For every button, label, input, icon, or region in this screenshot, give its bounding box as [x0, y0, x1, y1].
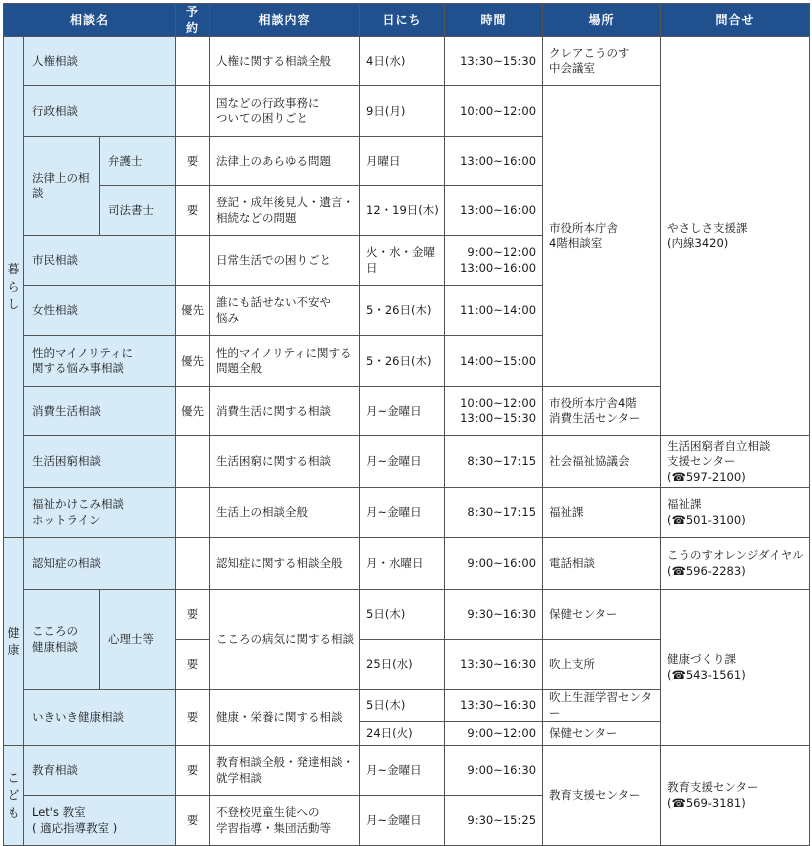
content-cell: こころの病気に関する相談 [210, 590, 360, 690]
content-line: 国などの行政事務に [216, 95, 320, 110]
date-cell: 月曜日 [360, 137, 445, 186]
contact-cell [661, 746, 810, 846]
place-cell: 保健センター [543, 722, 661, 746]
reservation-cell: 優先 [176, 286, 210, 336]
contact-cell [661, 590, 810, 746]
date-cell: 12・19日(木) [360, 186, 445, 236]
time-cell: 13:30~16:30 [445, 690, 543, 722]
name-line: 福祉かけこみ相談 [32, 497, 124, 512]
content-line: ついての困りごと [216, 111, 309, 126]
date-cell: 5日(木) [360, 690, 445, 722]
date-cell: 月~金曜日 [360, 488, 445, 538]
content-line: 教育相談全般・発達相談・ [216, 755, 355, 770]
table-row [4, 746, 810, 796]
contact-line: 教育支援センター [667, 780, 759, 795]
contact-line: やさしさ支援課 [667, 220, 748, 235]
content-line: 登記・成年後見人・遺言・ [216, 195, 355, 210]
time-cell: 13:30~16:30 [445, 640, 543, 690]
reservation-cell [176, 86, 210, 137]
consultation-name [24, 488, 176, 538]
table-row [4, 488, 810, 538]
reservation-cell: 優先 [176, 336, 210, 387]
header-contact: 問合せ [661, 4, 810, 37]
consultation-schedule-table [3, 3, 810, 846]
reservation-cell [176, 538, 210, 590]
date-cell: 9日(月) [360, 86, 445, 137]
reservation-cell [176, 436, 210, 488]
time-cell: 13:00~16:00 [445, 186, 543, 236]
content-cell [210, 796, 360, 846]
reservation-cell: 要 [176, 186, 210, 236]
place-cell: 電話相談 [543, 538, 661, 590]
time-cell: 9:00~16:30 [445, 746, 543, 796]
time-line: 13:00~16:00 [460, 260, 537, 275]
contact-line: (☎543-1561) [667, 667, 746, 682]
content-cell [210, 746, 360, 796]
date-cell: 25日(水) [360, 640, 445, 690]
contact-cell [661, 37, 810, 436]
date-cell: 月~金曜日 [360, 387, 445, 436]
content-line: 問題全般 [216, 361, 263, 376]
consultation-name: 生活困窮相談 [24, 436, 176, 488]
content-line: 相続などの問題 [216, 210, 297, 225]
consultation-name: 女性相談 [24, 286, 176, 336]
header-content: 相談内容 [210, 4, 360, 37]
consultation-name: 行政相談 [24, 86, 176, 137]
time-cell [445, 387, 543, 436]
content-line: 不登校児童生徒への [216, 805, 320, 820]
consultation-subname: 弁護士 [100, 137, 176, 186]
time-cell: 11:00~14:00 [445, 286, 543, 336]
content-cell [210, 186, 360, 236]
consultation-name [24, 336, 176, 387]
contact-line: (☎597-2100) [667, 469, 746, 484]
reservation-cell [176, 37, 210, 86]
place-cell [543, 37, 661, 86]
time-cell: 8:30~17:15 [445, 488, 543, 538]
consultation-name: 教育相談 [24, 746, 176, 796]
content-cell: 認知症に関する相談全般 [210, 538, 360, 590]
reservation-cell: 要 [176, 746, 210, 796]
time-cell: 9:00~12:00 [445, 722, 543, 746]
date-cell: 4日(水) [360, 37, 445, 86]
reservation-cell: 要 [176, 796, 210, 846]
consultation-name: いきいき健康相談 [24, 690, 176, 746]
contact-line: こうのすオレンジダイヤル [667, 548, 804, 563]
time-line: 13:00~15:30 [460, 411, 537, 426]
consultation-subname: 司法書士 [100, 186, 176, 236]
time-cell: 9:00~16:00 [445, 538, 543, 590]
place-cell: 保健センター [543, 590, 661, 640]
category-label: 健康 [7, 625, 20, 657]
category-kenko [4, 538, 24, 746]
place-line: クレアこうのす [549, 45, 630, 60]
reservation-cell [176, 488, 210, 538]
reservation-cell: 要 [176, 590, 210, 640]
table-row [4, 538, 810, 590]
place-cell: 社会福祉協議会 [543, 436, 661, 488]
contact-line: 支援センター [667, 454, 736, 469]
name-line: 関する悩み事相談 [32, 361, 124, 376]
place-line: 市役所本庁舎4階 [549, 395, 637, 410]
consultation-subname: 心理士等 [100, 590, 176, 690]
content-line: 悩み [216, 310, 240, 325]
contact-line: (☎569-3181) [667, 795, 746, 810]
contact-line: (☎596-2283) [667, 563, 746, 578]
time-cell: 10:00~12:00 [445, 86, 543, 137]
time-cell: 13:00~16:00 [445, 137, 543, 186]
time-cell: 13:30~15:30 [445, 37, 543, 86]
contact-line: (☎501-3100) [667, 512, 746, 527]
consultation-name: 認知症の相談 [24, 538, 176, 590]
category-kurashi [4, 37, 24, 538]
contact-line: 健康づくり課 [667, 652, 737, 667]
reservation-cell [176, 236, 210, 286]
place-cell: 吹上支所 [543, 640, 661, 690]
header-name: 相談名 [4, 4, 176, 37]
place-line: 4階相談室 [549, 236, 603, 251]
category-label: こども [7, 770, 20, 820]
name-line: ホットライン [32, 512, 101, 527]
date-cell: 5・26日(木) [360, 336, 445, 387]
reservation-cell: 要 [176, 640, 210, 690]
place-line: 中会議室 [549, 61, 596, 76]
category-kodomo [4, 746, 24, 846]
date-cell: 月~金曜日 [360, 436, 445, 488]
content-cell [210, 286, 360, 336]
content-cell [210, 86, 360, 137]
consultation-table-wrap [3, 3, 810, 846]
date-cell: 5日(木) [360, 590, 445, 640]
consultation-name [24, 590, 100, 690]
content-line: 誰にも話せない不安や [216, 295, 332, 310]
place-line: 市役所本庁舎 [549, 220, 619, 235]
table-row [4, 436, 810, 488]
content-line: 就学相談 [216, 770, 263, 785]
date-cell: 5・26日(木) [360, 286, 445, 336]
consultation-name [24, 796, 176, 846]
table-row [4, 590, 810, 640]
consultation-name: 人権相談 [24, 37, 176, 86]
place-cell: 教育支援センター [543, 746, 661, 846]
content-line: 学習指導・集団活動等 [216, 820, 332, 835]
place-cell: 吹上生涯学習センター [543, 690, 661, 722]
header-time: 時間 [445, 4, 543, 37]
reservation-cell: 要 [176, 690, 210, 746]
place-cell: 福祉課 [543, 488, 661, 538]
contact-line: 福祉課 [667, 497, 702, 512]
time-cell: 8:30~17:15 [445, 436, 543, 488]
date-cell: 月~金曜日 [360, 746, 445, 796]
content-cell: 健康・栄養に関する相談 [210, 690, 360, 746]
date-cell: 月・水曜日 [360, 538, 445, 590]
name-line: ( 適応指導教室 ) [32, 820, 118, 835]
time-line: 9:00~12:00 [467, 245, 537, 260]
content-cell [210, 336, 360, 387]
name-line: 健康相談 [32, 639, 78, 654]
header-place: 場所 [543, 4, 661, 37]
reservation-cell: 優先 [176, 387, 210, 436]
consultation-name: 法律上の相談 [24, 137, 100, 236]
consultation-name: 消費生活相談 [24, 387, 176, 436]
contact-cell [661, 436, 810, 488]
place-cell [543, 86, 661, 387]
content-cell: 法律上のあらゆる問題 [210, 137, 360, 186]
date-cell: 24日(火) [360, 722, 445, 746]
date-cell: 火・水・金曜日 [360, 236, 445, 286]
time-line: 10:00~12:00 [460, 395, 537, 410]
table-row [4, 37, 810, 86]
header-date: 日にち [360, 4, 445, 37]
consultation-name: 市民相談 [24, 236, 176, 286]
time-cell: 9:30~15:25 [445, 796, 543, 846]
name-line: 性的マイノリティに [32, 345, 133, 360]
category-label: 暮らし [7, 262, 20, 312]
place-cell [543, 387, 661, 436]
time-cell: 14:00~15:00 [445, 336, 543, 387]
name-line: こころの [32, 624, 78, 639]
content-cell: 生活困窮に関する相談 [210, 436, 360, 488]
date-cell: 月~金曜日 [360, 796, 445, 846]
contact-line: (内線3420) [667, 236, 729, 251]
reservation-cell: 要 [176, 137, 210, 186]
name-line: Let's 教室 [32, 805, 86, 820]
header-row [4, 4, 810, 37]
contact-cell [661, 538, 810, 590]
contact-cell [661, 488, 810, 538]
time-cell: 9:30~16:30 [445, 590, 543, 640]
content-cell: 人権に関する相談全般 [210, 37, 360, 86]
header-reservation: 予約 [176, 4, 210, 37]
content-cell: 生活上の相談全般 [210, 488, 360, 538]
time-cell [445, 236, 543, 286]
content-line: 性的マイノリティに関する [216, 345, 352, 360]
content-cell: 消費生活に関する相談 [210, 387, 360, 436]
place-line: 消費生活センター [549, 411, 641, 426]
contact-line: 生活困窮者自立相談 [667, 438, 771, 453]
content-cell: 日常生活での困りごと [210, 236, 360, 286]
